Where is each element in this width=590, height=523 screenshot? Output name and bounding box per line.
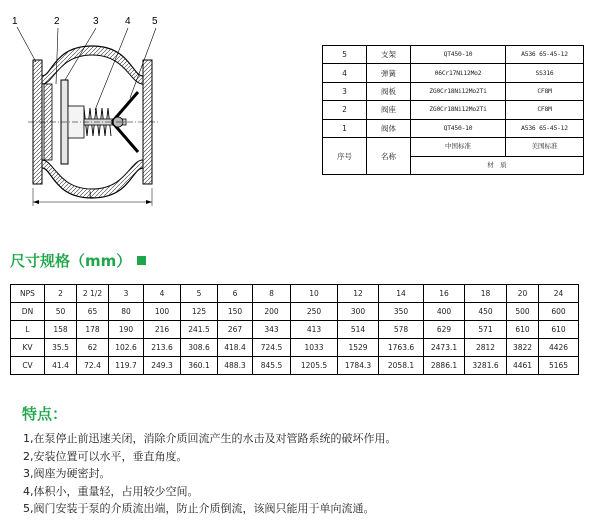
spec-cell: 8 [253,285,291,303]
spec-cell: 500 [507,303,539,321]
bom-cell: 2 [323,101,367,119]
spec-cell: 1205.5 [291,357,338,375]
spec-cell: 488.3 [218,357,253,375]
spec-cell: 300 [338,303,379,321]
spec-cell: 20 [507,285,539,303]
dimension-spec-table [10,284,579,375]
spec-cell: 845.5 [253,357,291,375]
spec-cell: 2812 [465,339,507,357]
bom-header-name: 名称 [367,138,411,175]
spec-cell: 308.6 [181,339,218,357]
bom-row [323,82,584,100]
spec-cell: 65 [77,303,109,321]
spec-cell: 80 [109,303,144,321]
spec-cell: 5165 [539,357,579,375]
bom-row [323,119,584,137]
bom-header-row [323,138,584,156]
spec-cell: 360.1 [181,357,218,375]
spec-cell: 102.6 [109,339,144,357]
spec-cell: 12 [338,285,379,303]
spec-cell: 14 [379,285,424,303]
feature-item: 3,阀座为硬密封。 [23,467,111,480]
spec-cell: 178 [77,321,109,339]
spec-cell: 578 [379,321,424,339]
callout-5: 5 [152,16,158,27]
bom-cell: 阀体 [367,119,411,137]
bom-cell: 3 [323,82,367,100]
spec-title [10,250,146,271]
spec-cell: 4426 [539,339,579,357]
bom-cell: 弹簧 [367,64,411,82]
bom-row [323,101,584,119]
spec-cell: 4461 [507,357,539,375]
spec-cell: 4 [144,285,181,303]
spec-cell: 1529 [338,339,379,357]
bom-row [323,46,584,64]
bom-header-cn-standard: 中国标准 [411,138,506,156]
bom-cell: QT450-10 [411,119,506,137]
spec-cell: 5 [181,285,218,303]
spec-cell: 241.5 [181,321,218,339]
spec-cell: 1763.6 [379,339,424,357]
spec-cell: 16 [424,285,465,303]
bom-cell: 06Cr17Ni12Mo2 [411,64,506,82]
bom-cell: A536 65-45-12 [506,46,584,64]
bom-cell: CF8M [506,101,584,119]
spec-cell: 610 [539,321,579,339]
spec-cell: 50 [45,303,77,321]
spec-cell: 150 [218,303,253,321]
spec-cell: 450 [465,303,507,321]
bom-cell: 5 [323,46,367,64]
spec-cell: 18 [465,285,507,303]
spec-cell: 400 [424,303,465,321]
spec-cell: 1033 [291,339,338,357]
spec-title-text: 尺寸规格（mm） [10,252,132,270]
spec-cell: 216 [144,321,181,339]
spec-cell: 267 [218,321,253,339]
spec-cell: 35.5 [45,339,77,357]
spec-cell: 3 [109,285,144,303]
spec-row [11,285,579,303]
spec-cell: 158 [45,321,77,339]
bom-cell: ZG0Cr18Ni12Mo2Ti [411,101,506,119]
spec-cell: 2 [45,285,77,303]
feature-item: 5,阀门安装于泵的介质流出端，防止介质倒流，该阀只能用于单向流通。 [23,502,375,515]
spec-cell: 2058.1 [379,357,424,375]
spec-cell: 2886.1 [424,357,465,375]
feature-item: 1,在泵停止前迅速关闭，消除介质回流产生的水击及对管路系统的破坏作用。 [23,432,397,445]
spec-cell: 3822 [507,339,539,357]
bom-cell: A536 65-45-12 [506,119,584,137]
bom-header-no: 序号 [323,138,367,175]
bom-header-material: 材 质 [411,156,584,174]
bom-cell: 阀板 [367,82,411,100]
spec-row-header: CV [11,357,45,375]
spec-cell: 24 [539,285,579,303]
bom-row [323,64,584,82]
spec-row [11,357,579,375]
bill-of-materials-table [322,45,584,175]
spec-cell: 213.6 [144,339,181,357]
spec-cell: 610 [507,321,539,339]
spec-cell: 119.7 [109,357,144,375]
features-title: 特点： [22,405,68,423]
spec-row [11,339,579,357]
bom-cell: 阀座 [367,101,411,119]
spec-cell: 10 [291,285,338,303]
callout-2: 2 [54,16,60,27]
spec-cell: 62 [77,339,109,357]
spec-cell: 249.3 [144,357,181,375]
bom-cell: 4 [323,64,367,82]
spec-cell: 343 [253,321,291,339]
spec-cell: 200 [253,303,291,321]
spec-cell: 600 [539,303,579,321]
callout-4: 4 [125,16,131,27]
spec-cell: 2473.1 [424,339,465,357]
valve-cross-section-drawing [0,0,300,225]
spec-cell: 350 [379,303,424,321]
spec-cell: 2 1/2 [77,285,109,303]
spec-cell: 100 [144,303,181,321]
spec-cell: 413 [291,321,338,339]
bom-cell: 支架 [367,46,411,64]
features-list [23,430,397,518]
spec-cell: 629 [424,321,465,339]
spec-row-header: KV [11,339,45,357]
callout-1: 1 [12,16,18,27]
spec-row-header: L [11,321,45,339]
spec-cell: 418.4 [218,339,253,357]
spec-cell: 1784.3 [338,357,379,375]
spec-cell: 724.5 [253,339,291,357]
spec-row-header: NPS [11,285,45,303]
bom-cell: QT450-10 [411,46,506,64]
spec-cell: 125 [181,303,218,321]
bom-cell: 1 [323,119,367,137]
spec-cell: 41.4 [45,357,77,375]
bom-cell: ZG0Cr18Ni12Mo2Ti [411,82,506,100]
dimension-label-l: L [89,190,95,200]
spec-cell: 514 [338,321,379,339]
callout-3: 3 [93,16,99,27]
bom-cell: CF8M [506,82,584,100]
spec-cell: 72.4 [77,357,109,375]
spec-cell: 190 [109,321,144,339]
feature-item: 4,体积小，重量轻，占用较少空间。 [23,484,199,498]
spec-cell: 3281.6 [465,357,507,375]
spec-cell: 571 [465,321,507,339]
feature-item: 2,安装位置可以水平，垂直角度。 [23,449,188,463]
bom-header-us-standard: 美国标准 [506,138,584,156]
spec-row [11,321,579,339]
spec-cell: 250 [291,303,338,321]
spec-row [11,303,579,321]
title-square-icon [137,256,146,265]
spec-row-header: DN [11,303,45,321]
spec-cell: 6 [218,285,253,303]
bom-cell: SS316 [506,64,584,82]
